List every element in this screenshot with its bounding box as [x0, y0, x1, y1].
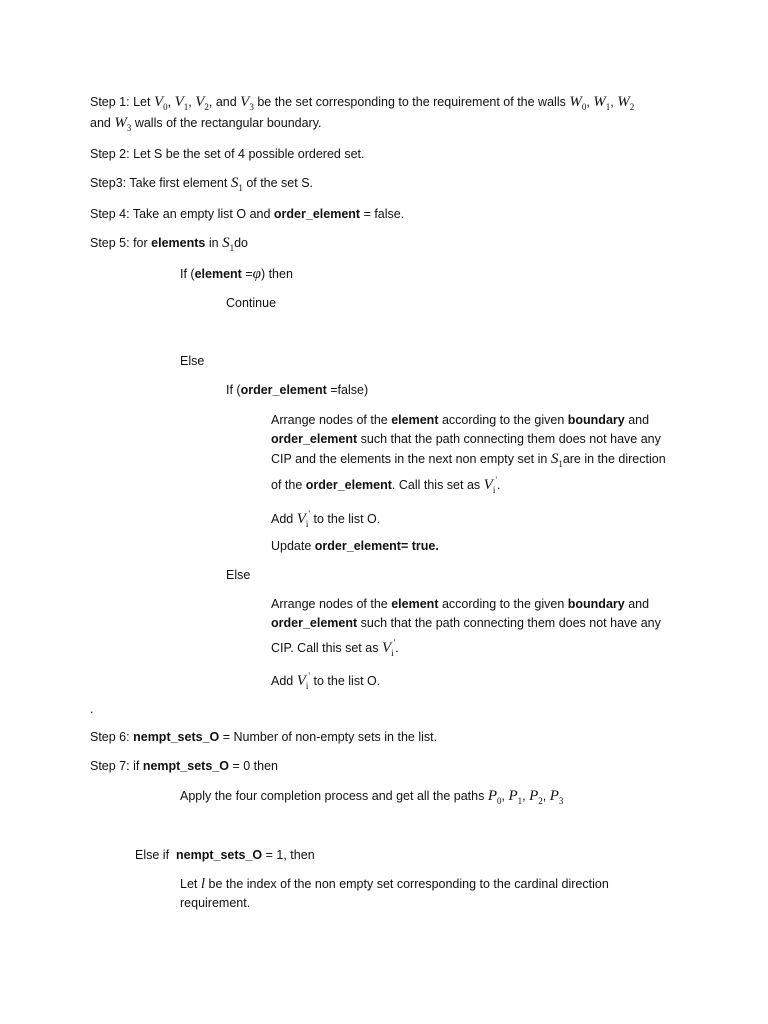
v0-symbol: $V_0$: [153, 94, 168, 112]
w2-symbol: $W_2$: [617, 94, 635, 112]
w0-symbol: $W_0$: [569, 94, 587, 112]
step-4: Step 4: Take an empty list O and order_element = false.: [90, 207, 405, 221]
elements-keyword: elements: [151, 236, 206, 250]
step-3: Step3: Take first element $S_1$ of the set S.: [90, 175, 314, 193]
p0-symbol: $P_0$: [487, 788, 502, 806]
else-if-one: Else if nempt_sets_O = 1, then: [135, 848, 315, 862]
let-l-line-1: Let l be the index of the non empty set corresponding to the cardinal direction: [180, 876, 609, 892]
element-keyword: element: [194, 267, 242, 281]
else-1: Else: [180, 354, 205, 368]
p2-symbol: $P_2$: [529, 788, 543, 806]
step-2: Step 2: Let S be the set of 4 possible ordered set.: [90, 147, 365, 161]
vi-prime-symbol: $V_i'$: [483, 475, 497, 495]
if-element-empty: If (element =φ) then: [180, 266, 293, 282]
arrange-1-line-1: Arrange nodes of the element according to the given boundary and: [271, 413, 650, 427]
step-5: Step 5: for elements in $S_1do$: [90, 235, 248, 253]
add-vi-1: Add $V_i'$ to the list O.: [271, 509, 381, 529]
v1-symbol: $V_1$: [174, 94, 189, 112]
arrange-1-line-2: order_element such that the path connecting them does not have any: [271, 432, 661, 446]
arrange-1-line-4: of the order_element. Call this set as $V_i'$.: [271, 475, 501, 495]
step-1-line-2: and $W_3$ walls of the rectangular boundary.: [90, 115, 322, 133]
step-6: Step 6: nempt_sets_O = Number of non-empty sets in the list.: [90, 730, 438, 744]
update-order-element: Update order_element= true.: [271, 539, 439, 553]
if-order-element-false: If (order_element =false): [226, 383, 369, 397]
w3-symbol: $W_3$: [114, 115, 132, 133]
else-2: Else: [226, 568, 251, 582]
s1-symbol: $S_1$: [230, 175, 243, 193]
continue-keyword: Continue: [226, 296, 277, 310]
arrange-2-line-3: CIP. Call this set as $V_i'$.: [271, 638, 399, 658]
p1-symbol: $P_1$: [508, 788, 523, 806]
step-1-end: walls of the rectangular boundary.: [134, 116, 322, 130]
arrange-1-line-3: CIP and the elements in the next non empty set in $S_1are$ in the direction: [271, 451, 666, 469]
p3-symbol: $P_3$: [549, 788, 564, 806]
l-symbol: l: [200, 876, 206, 892]
step-1-line-1: Step 1: Let $V_0$, $V_1$, $V_2$, and $V_3$ be the set corresponding to the requirement of the walls $W_0$, $W_1$, $W_2$: [90, 94, 635, 112]
step-1-mid: be the set corresponding to the requirement of the walls: [257, 95, 566, 109]
add-vi-2: Add $V_i'$ to the list O.: [271, 671, 381, 691]
order-element-keyword: order_element: [273, 207, 361, 221]
phi-symbol: φ: [252, 266, 261, 282]
nempt-sets-keyword: nempt_sets_O: [142, 759, 229, 773]
apply-completion: Apply the four completion process and get all the paths $P_0$, $P_1$, $P_2$, $P_3$: [180, 788, 564, 806]
s1-symbol: $S_1$: [222, 235, 235, 253]
step-7: Step 7: if nempt_sets_O = 0 then: [90, 759, 278, 773]
arrange-2-line-1: Arrange nodes of the element according to the given boundary and: [271, 597, 650, 611]
s1-symbol: $S_1$: [550, 451, 563, 469]
v2-symbol: $V_2$: [195, 94, 209, 112]
v3-symbol: $V_3$: [240, 94, 254, 112]
stray-dot: .: [90, 702, 94, 716]
let-l-line-2: requirement.: [180, 896, 251, 910]
order-element-keyword: order_element: [240, 383, 327, 397]
nempt-sets-keyword: nempt_sets_O: [176, 848, 263, 862]
nempt-sets-keyword: nempt_sets_O: [133, 730, 220, 744]
vi-prime-symbol: $V_i'$: [381, 638, 396, 658]
vi-prime-symbol: $V_i'$: [296, 671, 311, 691]
step-1-prefix: Step 1: Let: [90, 95, 151, 109]
arrange-2-line-2: order_element such that the path connecting them does not have any: [271, 616, 661, 630]
vi-prime-symbol: $V_i'$: [296, 509, 311, 529]
w1-symbol: $W_1$: [593, 94, 611, 112]
